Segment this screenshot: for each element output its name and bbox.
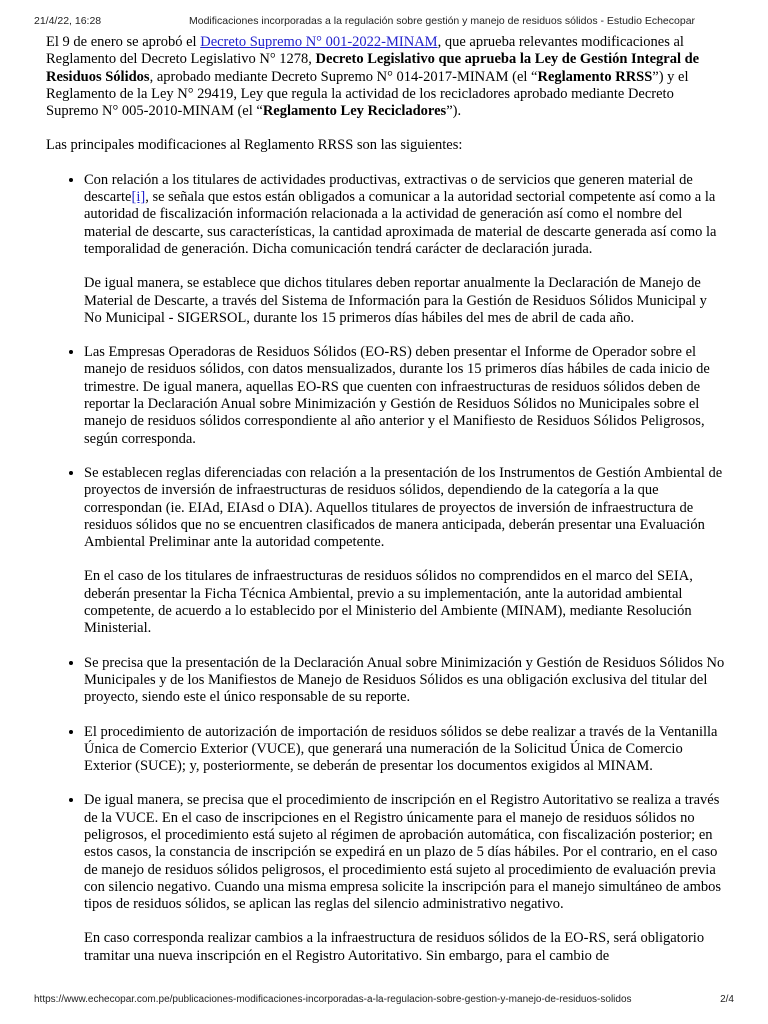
list-item: • Las Empresas Operadoras de Residuos Sólidos (EO-RS) deben presentar el Informe de Operador sobre el manejo de residuos sólidos, con datos mensualizados, durante los 15 primeros días hábiles de cada inicio de trimestre. De igual manera, aquellas EO-RS que cuenten con infraestructuras de residuos sólidos deben de reportar la Declaración Anual sobre Minimización y Gestión de Residuos Sólidos no Municipales sobre el manejo de residuos sólidos correspondiente al año anterior y el Manifiesto de Residuos Sólidos Peligrosos, según corresponda.: [84, 344, 726, 448]
list-lead-paragraph: Las principales modificaciones al Reglamento RRSS son las siguientes:: [46, 137, 463, 154]
print-footer: [34, 994, 734, 1010]
intro-paragraph: El 9 de enero se aprobó el Decreto Supremo N° 001-2022-MINAM, que aprueba relevantes modificaciones al Reglamento del Decreto Legislativo N° 1278, Decreto Legislativo que aprueba la Ley de Gestión Integral de Residuos Sólidos, aprobado mediante Decreto Supremo N° 014-2017-MINAM (el “Reglamento RRSS”) y el Reglamento de la Ley N° 29419, Ley que regula la actividad de los recicladores aprobado mediante Decreto Supremo N° 005-2010-MINAM (el “Reglamento Ley Recicladores”).: [46, 34, 700, 120]
list-item: • Con relación a los titulares de actividades productivas, extractivas o de servicios que generen material de descarte[i], se señala que estos están obligados a comunicar a la autoridad sectorial competente así como a la autoridad de fiscalización información relacionada a la actividad de generación así como el nombre del material de descarte, sus características, la cantidad aproximada de material de descarte generada así como la temporalidad de generación. Dicha comunicación tendrá carácter de declaración jurada. De igual manera, se establece que dichos titulares deben reportar anualmente la Declaración de Manejo de Material de Descarte, a través del Sistema de Información para la Gestión de Residuos Sólidos Municipal y No Municipal - SIGERSOL, durante los 15 primeros días hábiles del mes de abril de cada año.: [84, 172, 726, 327]
list-item: • Se establecen reglas diferenciadas con relación a la presentación de los Instrumentos de Gestión Ambiental de proyectos de inversión de infraestructuras de residuos sólidos, dependiendo de la categoría a la que correspondan (ie. EIAd, EIAsd o DIA). Aquellos titulares de proyectos de inversión de infraestructura de residuos sólidos que no se encuentren clasificados de manera anticipada, deberán presentar una Evaluación Ambiental Preliminar ante la autoridad competente. En el caso de los titulares de infraestructuras de residuos sólidos no comprendidos en el marco del SEIA, deberán presentar la Ficha Técnica Ambiental, previo a su implementación, ante la autoridad ambiental competente, de acuerdo a lo establecido por el Ministerio del Ambiente (MINAM), mediante Resolución Ministerial.: [84, 465, 726, 638]
print-page-title: Modificaciones incorporadas a la regulación sobre gestión y manejo de residuos sólidos - Estudio Echecopar: [189, 15, 696, 27]
decreto-supremo-link[interactable]: Decreto Supremo N° 001-2022-MINAM: [200, 34, 438, 50]
list-item: • Se precisa que la presentación de la Declaración Anual sobre Minimización y Gestión de Residuos Sólidos No Municipales y de los Manifiestos de Manejo de Residuos Sólidos es una obligación exclusiva del titular del proyecto, siendo este el único responsable de su reporte.: [84, 655, 726, 707]
page-number: 2/4: [720, 994, 734, 1005]
list-item: • De igual manera, se precisa que el procedimiento de inscripción en el Registro Autoritativo se realiza a través de la VUCE. En el caso de inscripciones en el Registro únicamente para el manejo de residuos sólidos no peligrosos, el procedimiento está sujeto al régimen de aprobación automática, con fiscalización posterior; en estos casos, la constancia de inscripción se expedirá en un plazo de 5 días hábiles. Por el contrario, en el caso de manejo de residuos sólidos peligrosos, el procedimiento está sujeto al procedimiento de evaluación previa con silencio negativo. Cuando una misma empresa solicite la inscripción para el manejo simultáneo de ambos tipos de residuos sólidos, se aplican las reglas del silencio administrativo negativo. En caso corresponda realizar cambios a la infraestructura de residuos sólidos de la EO-RS, será obligatorio tramitar una nueva inscripción en el Registro Autoritativo. Sin embargo, para el cambio de: [84, 792, 726, 965]
print-header: [34, 15, 734, 31]
list-item: • El procedimiento de autorización de importación de residuos sólidos se debe realizar a través de la Ventanilla Única de Comercio Exterior (VUCE), que generará una numeración de la Solicitud Única de Comercio Exterior (SUCE); y, posteriormente, se deberán de presentar los documentos exigidos al MINAM.: [84, 724, 726, 776]
print-url: https://www.echecopar.com.pe/publicaciones-modificaciones-incorporadas-a-la-regulacion-sobre-gestion-y-manejo-de-residuos-solidos: [34, 994, 632, 1005]
footnote-link[interactable]: [i]: [131, 189, 146, 206]
article-body: [46, 34, 726, 984]
print-timestamp: 21/4/22, 16:28: [34, 15, 102, 27]
modifications-list: [46, 172, 726, 965]
